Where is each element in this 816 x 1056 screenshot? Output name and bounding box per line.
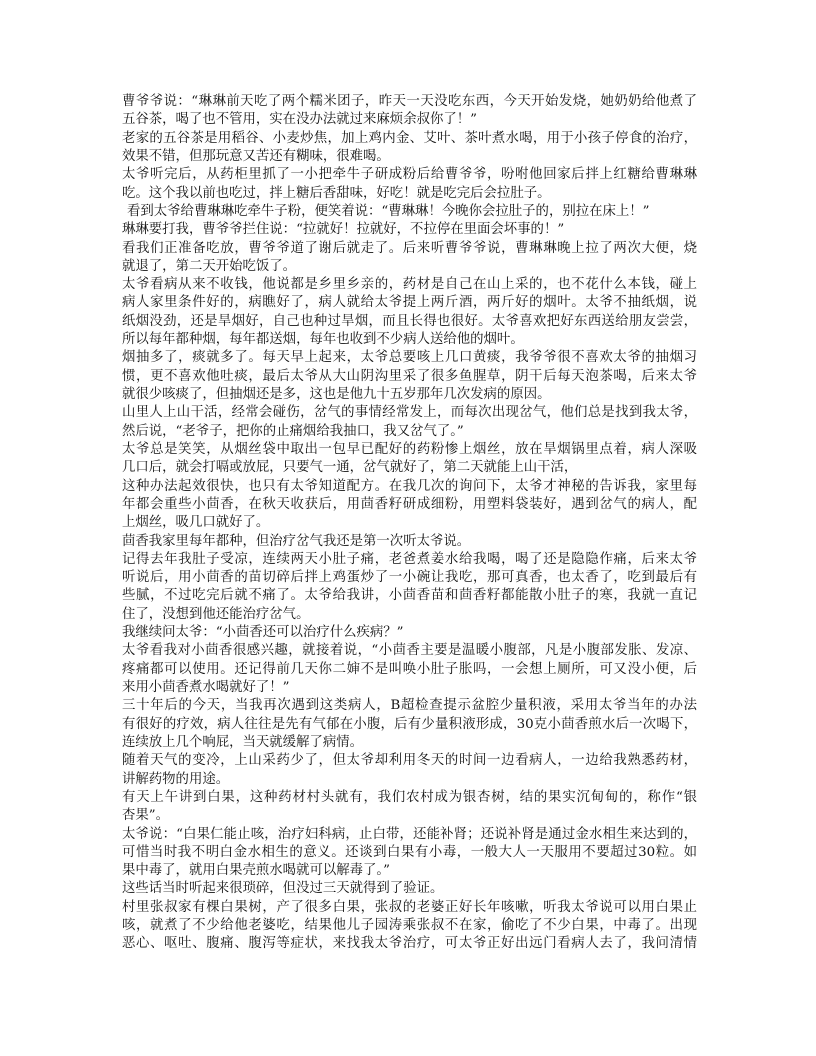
text-line: 三十年后的今天，当我再次遇到这类病人，B超检查提示盆腔少量积液，采用太爷当年的办法 — [122, 698, 697, 714]
text-line: 记得去年我肚子受凉，连续两天小肚子痛，老爸煮姜水给我喝，喝了还是隐隐作痛，后来太爷 — [122, 551, 697, 567]
paragraph — [122, 880, 702, 898]
paragraph — [122, 533, 702, 551]
text-line: 茴香我家里每年都种，但治疗岔气我还是第一次听太爷说。 — [122, 533, 471, 549]
paragraph — [122, 551, 702, 624]
text-line: 上烟丝，吸几口就好了。 — [122, 515, 270, 531]
paragraph — [122, 93, 702, 130]
text-line: 来用小茴香煮水喝就好了！” — [122, 680, 290, 695]
text-line: 太爷看病从来不收钱，他说都是乡里乡亲的，药材是自己在山上采的，也不花什么本钱，碰上 — [122, 277, 697, 293]
text-line: 可惜当时我不明白金水相生的意义。还谈到白果有小毒，一般大人一天服用不要超过30粒。如 — [122, 844, 697, 860]
text-line: 太爷说：“白果仁能止咳，治疗妇科病，止白带，还能补肾；还说补肾是通过金水相生来达到的， — [122, 826, 697, 842]
text-line: 然后说，“老爷子，把你的止痛烟给我抽口，我又岔气了。” — [122, 423, 464, 439]
text-line: 随着天气的变冷，上山采药少了，但太爷却利用冬天的时间一边看病人，一边给我熟悉药材， — [122, 753, 697, 769]
paragraph — [122, 826, 702, 881]
text-line: 这种办法起效很快，也只有太爷知道配方。在我几次的询问下，太爷才神秘的告诉我，家里每 — [122, 478, 697, 494]
text-line: 连续放上几个响屁，当天就缓解了病情。 — [122, 734, 364, 750]
text-line: 听说后，用小茴香的苗切碎后拌上鸡蛋炒了一小碗让我吃，那可真香，也太香了，吃到最后有 — [122, 570, 697, 586]
paragraph — [122, 441, 702, 478]
text-line: 疼痛都可以使用。还记得前几天你二婶不是叫唤小肚子胀吗，一会想上厕所，可又没小便，后 — [122, 661, 697, 677]
text-line: 效果不错，但那玩意又苦还有糊味，很难喝。 — [122, 148, 390, 164]
text-line: 些腻，不过吃完后就不痛了。太爷给我讲，小茴香苗和茴香籽都能散小肚子的寒，我就一直记 — [122, 588, 697, 604]
text-line: 曹爷爷说：“琳琳前天吃了两个糯米团子，昨天一天没吃东西，今天开始发烧，她奶奶给他煮了 — [122, 94, 697, 109]
text-line: 几口后，就会打嗝或放屁，只要气一通，岔气就好了，第二天就能上山干活， — [122, 460, 578, 476]
paragraph — [122, 752, 702, 789]
text-line: 讲解药物的用途。 — [122, 771, 230, 787]
text-line: 山里人上山干活，经常会碰伤，岔气的事情经常发上，而每次出现岔气，他们总是找到我太爷， — [122, 405, 697, 421]
paragraph — [122, 276, 702, 349]
text-line: 五谷茶，喝了也不管用，实在没办法就过来麻烦余叔你了！” — [122, 112, 477, 128]
text-line: 杏果”。 — [122, 808, 170, 824]
text-line: 果中毒了，就用白果壳煎水喝就可以解毒了。” — [122, 863, 390, 879]
text-line: 看我们正准备吃放，曹爷爷道了谢后就走了。后来听曹爷爷说，曹琳琳晚上拉了两次大便，烧 — [122, 240, 697, 256]
text-line: 太爷总是笑笑，从烟丝袋中取出一包早已配好的药粉惨上烟丝，放在旱烟锅里点着，病人深吸 — [122, 441, 697, 457]
text-line: 烟抽多了，痰就多了。每天早上起来，太爷总要咳上几口黄痰，我爷爷很不喜欢太爷的抽烟习 — [122, 350, 697, 366]
text-line: 所以每年都种烟，每年都送烟，每年也收到不少病人送给他的烟叶。 — [122, 332, 524, 348]
text-line: 咳，就煮了不少给他老婆吃，结果他儿子园涛乘张叔不在家，偷吃了不少白果，中毒了。出现 — [122, 918, 697, 934]
paragraph — [122, 221, 702, 239]
text-line: 年都会重些小茴香，在秋天收获后，用茴香籽研成细粉，用塑料袋装好，遇到岔气的病人，配 — [122, 496, 697, 512]
text-line: 就退了，第二天开始吃饭了。 — [122, 258, 297, 274]
paragraph — [122, 899, 702, 954]
paragraph — [122, 240, 702, 277]
paragraph — [122, 404, 702, 441]
paragraph — [122, 697, 702, 752]
text-line: 村里张叔家有棵白果树，产了很多白果，张叔的老婆正好长年咳嗽，听我太爷说可以用白果止 — [122, 899, 697, 915]
document-page — [122, 93, 702, 954]
text-line: 老家的五谷茶是用稻谷、小麦炒焦，加上鸡内金、艾叶、茶叶煮水喝，用于小孩子停食的治疗， — [122, 130, 697, 146]
paragraph — [122, 203, 702, 221]
paragraph — [122, 642, 702, 697]
text-line: 纸烟没劲，还是旱烟好，自己也种过旱烟，而且长得也很好。太爷喜欢把好东西送给朋友尝尝， — [122, 313, 697, 329]
text-line: 吃。这个我以前也吃过，拌上糖后香甜味，好吃！就是吃完后会拉肚子。 — [122, 185, 551, 201]
text-line: 恶心、呕吐、腹痛、腹泻等症状，来找我太爷治疗，可太爷正好出远门看病人去了，我问清情 — [122, 936, 697, 952]
text-line: 住了，没想到他还能治疗岔气。 — [122, 606, 310, 622]
text-line: 太爷看我对小茴香很感兴趣，就接着说，“小茴香主要是温暖小腹部，凡是小腹部发胀、发凉、 — [122, 643, 697, 659]
paragraph — [122, 166, 702, 203]
paragraph — [122, 478, 702, 533]
text-line: 惯，更不喜欢他吐痰，最后太爷从大山阴沟里采了很多鱼腥草，阴干后每天泡茶喝，后来太爷 — [122, 368, 697, 384]
text-line: 我继续问太爷：“小茴香还可以治疗什么疾病？” — [122, 625, 404, 641]
text-line: 这些话当时听起来很琐碎，但没过三天就得到了验证。 — [122, 881, 444, 897]
paragraph — [122, 349, 702, 404]
text-line: 琳琳要打我，曹爷爷拦住说：“拉就好！拉就好，不拉停在里面会坏事的！” — [122, 222, 565, 238]
text-line: 有天上午讲到白果，这种药材村头就有，我们农村成为银杏树，结的果实沉甸甸的，称作“银 — [122, 789, 697, 805]
text-line: 病人家里条件好的，病瞧好了，病人就给太爷提上两斤酒，两斤好的烟叶。太爷不抽纸烟，说 — [122, 295, 697, 311]
text-line: 有很好的疗效，病人往往是先有气郁在小腹，后有少量积液形成，30克小茴香煎水后一次喝下， — [122, 716, 697, 732]
paragraph — [122, 789, 702, 826]
text-line: 看到太爷给曹琳琳吃牵牛子粉，便笑着说：“曹琳琳！今晚你会拉肚子的，别拉在床上！” — [127, 203, 650, 219]
text-line: 太爷听完后，从药柜里抓了一小把牵牛子研成粉后给曹爷爷，吩咐他回家后拌上红糖给曹琳琳 — [122, 167, 697, 183]
paragraph — [122, 130, 702, 167]
paragraph — [122, 624, 702, 642]
text-line: 就很少咳痰了，但抽烟还是多，这也是他九十五岁那年几次发病的原因。 — [122, 387, 551, 402]
